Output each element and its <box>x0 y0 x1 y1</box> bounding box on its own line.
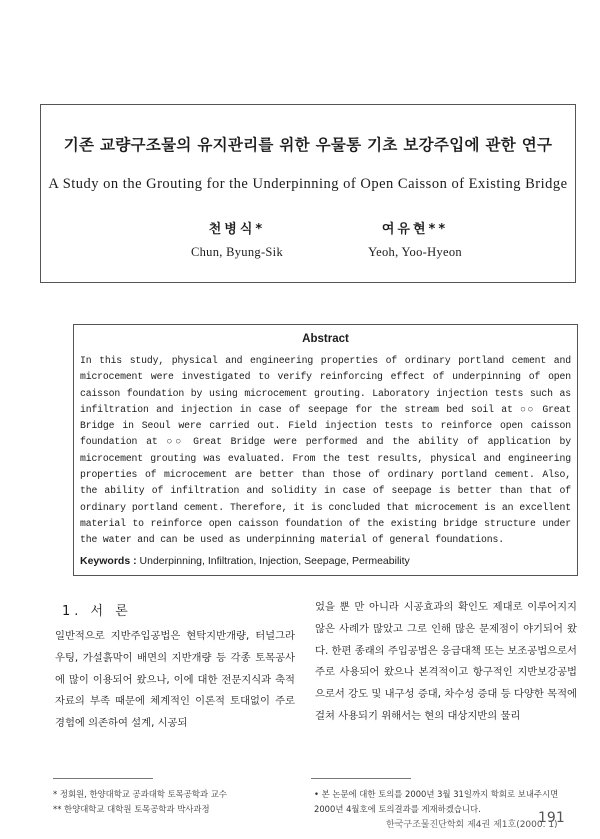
author-1 <box>172 218 302 260</box>
footnote-right: • 본 논문에 대한 토의를 2000년 3월 31일까지 학회로 보내주시면 2000년 4월호에 토의결과를 게재하겠습니다. <box>314 789 559 814</box>
paper-title-english: A Study on the Grouting for the Underpinning of Open Caisson of Existing Bridge <box>48 176 568 192</box>
body-column-left: 일반적으로 지반주입공법은 현탁지반개량, 터널그라우팅, 가설흙막이 배면의 지반개량 등 각종 토목공사에 많이 이용되어 왔으나, 이에 대한 전문지식과 축적자료의 부족 때문에 체계적인 이론적 토대없이 주로 경험에 의존하여 설계, 시공되 <box>55 630 295 730</box>
title-box <box>40 104 576 283</box>
keywords-list: Underpinning, Infiltration, Injection, Seepage, Permeability <box>139 555 410 567</box>
footnote-author-1: * 정회원, 한양대학교 공과대학 토목공학과 교수 <box>53 789 227 799</box>
abstract-text: In this study, physical and engineering properties of ordinary portland cement and microcement were investigated to verify reinforcing effect of underpinning of open caisson foundation by using microcement grouting. Laboratory injection tests such as infiltration and injection in case of seepage for the stream bed soil at ○○ Great Bridge in Seoul were carried out. Field injection tests to reinforce open caisson foundation at ○○ Great Bridge were performed and the ability of application by microcement grouting was evaluated. From the test results, physical and engineering properties of microcement are better than those of ordinary portland cement. Also, the ability of infiltration and solidity in case of seepage is better than that of ordinary portland cement. Therefore, it is concluded that microcement is an excellent material to reinforce open caisson foundation of the existing bridge structure under the water and can be used as underpinning material of general foundations. <box>80 355 571 546</box>
paper-title-korean: 기존 교량구조물의 유지관리를 위한 우물통 기초 보강주입에 관한 연구 <box>63 136 553 154</box>
author-2-name-english: Yeoh, Yoo-Hyeon <box>368 245 462 259</box>
author-1-name-english: Chun, Byung-Sik <box>190 245 283 259</box>
footnote-left <box>53 787 293 817</box>
body-column-right: 었을 뿐 만 아니라 시공효과의 확인도 제대로 이루어지지 않은 사례가 많았고 그로 인해 많은 문제점이 야기되어 왔다. 한편 종래의 주입공법은 응급대책 또는 보조공법으로서 주로 사용되어 왔으나 본격적이고 항구적인 지반보강공법으로서 강도 및 내구성 증대, 차수성 증대 등 다양한 목적에 걸쳐 사용되기 위해서는 현의 대상지반의 물리 <box>315 601 577 722</box>
keywords-label: Keywords : <box>80 555 137 567</box>
footnote-rule-right <box>311 778 411 779</box>
page-number: 191 <box>538 810 565 826</box>
abstract-box <box>73 324 578 576</box>
footnote-author-2: ** 한양대학교 대학원 토목공학과 박사과정 <box>53 804 210 814</box>
author-1-name-korean: 천병식* <box>208 222 266 237</box>
footnote-rule-left <box>53 778 153 779</box>
abstract-heading: Abstract <box>302 333 349 345</box>
running-footer: 한국구조물진단학회 제4권 제1호(2000. 1) <box>386 820 558 830</box>
author-2 <box>350 218 480 260</box>
section-heading: 1. 서 론 <box>62 604 132 619</box>
author-2-name-korean: 여유현** <box>381 222 449 237</box>
keywords-line <box>80 555 571 567</box>
